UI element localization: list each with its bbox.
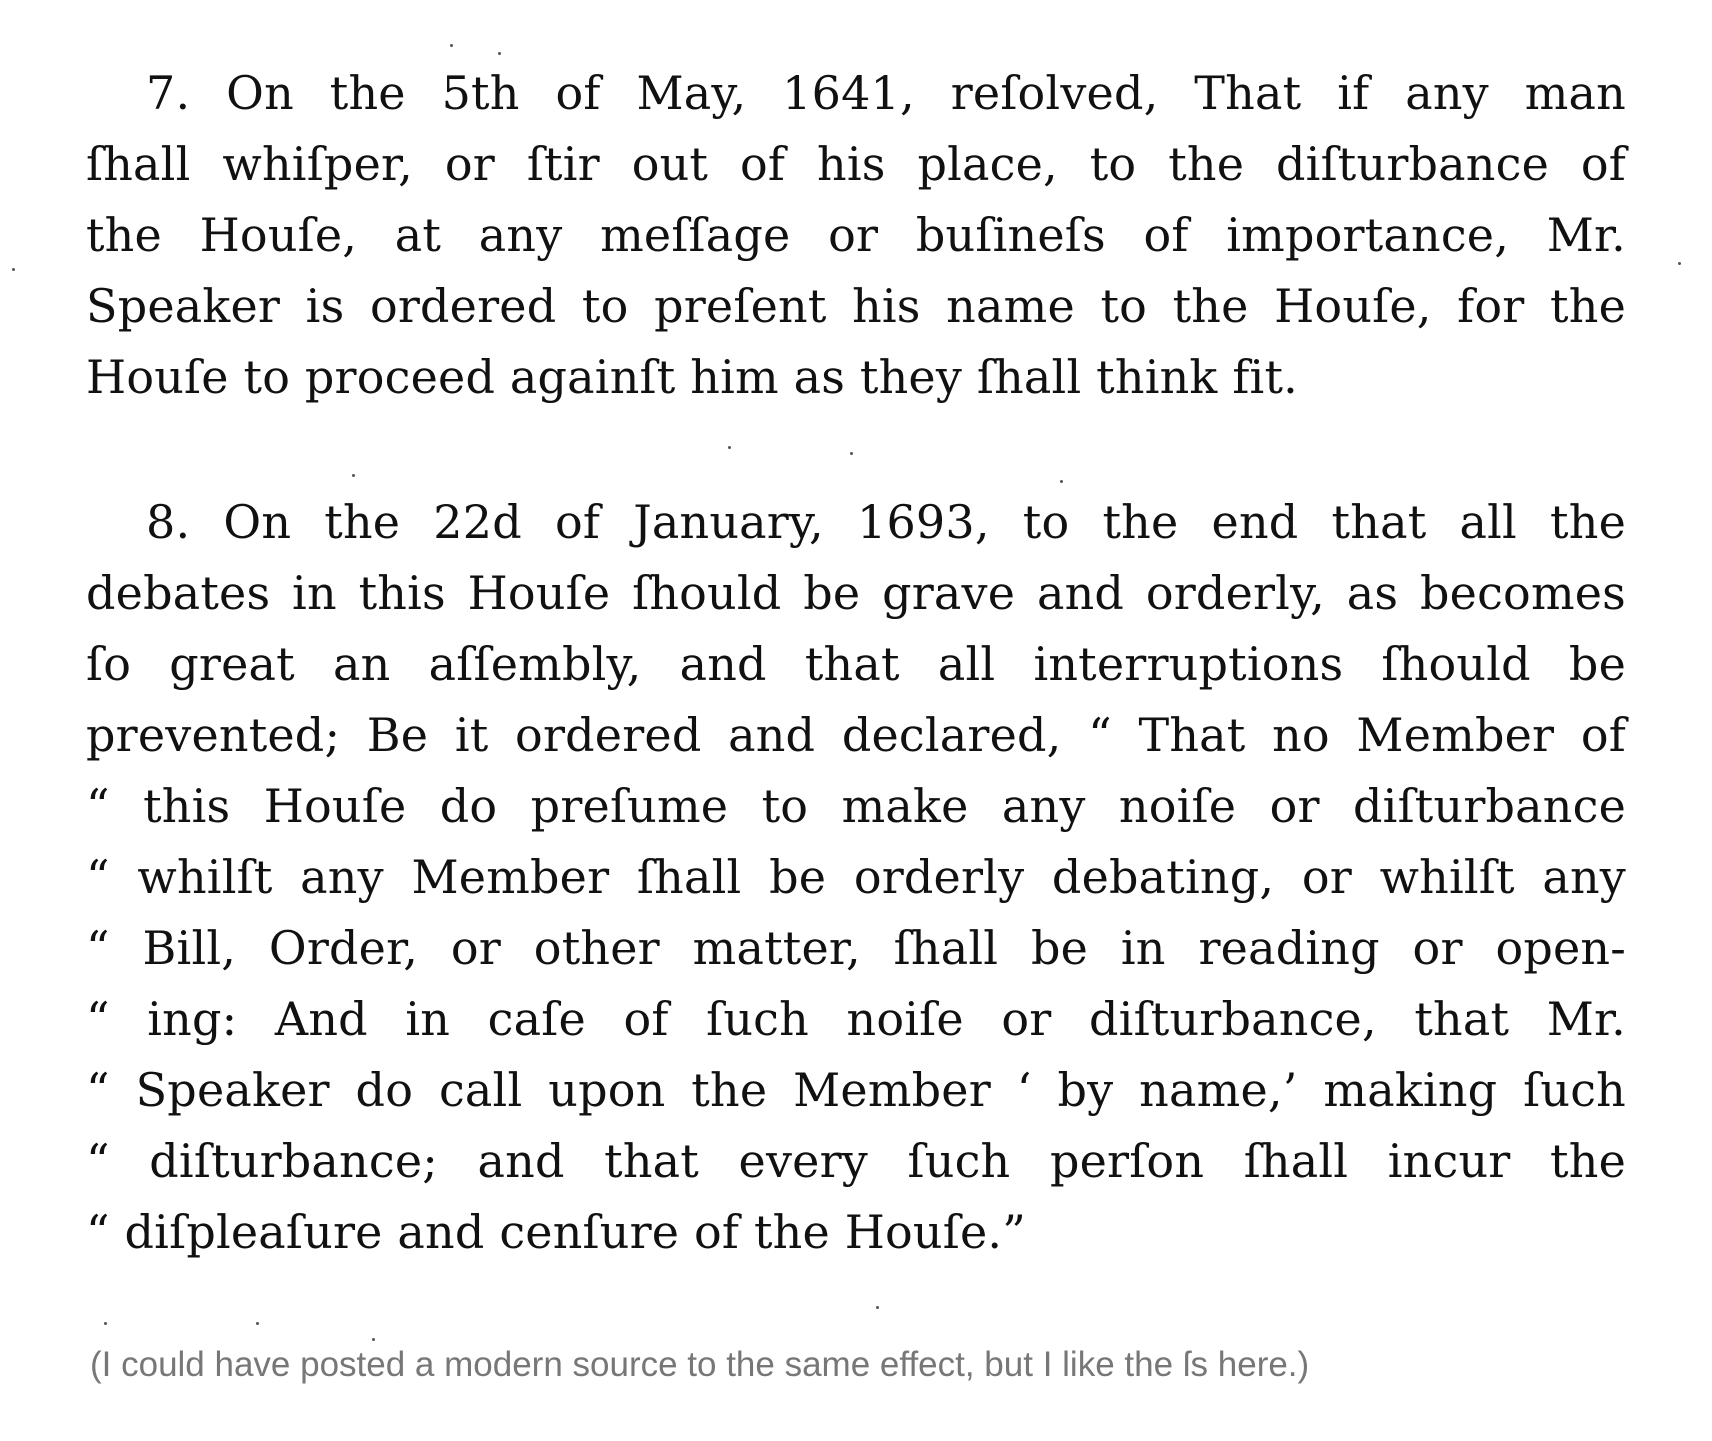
text-line: “ this Houſe do preſume to make any noiſe or diſturbance <box>86 779 1626 833</box>
scan-speck <box>1678 262 1681 265</box>
scan-speck <box>876 1306 879 1309</box>
text-line: “ diſturbance; and that every ſuch perſon ſhall incur the <box>86 1134 1626 1188</box>
paragraph-spacer <box>86 413 1626 487</box>
text-line: Houſe to proceed againſt him as they ſhall think fit. <box>86 350 1298 404</box>
scanned-page-excerpt <box>86 58 1626 1268</box>
text-line: ſo great an aſſembly, and that all interruptions ſhould be <box>86 637 1626 691</box>
text-line: “ Speaker do call upon the Member ‘ by name,’ making ſuch <box>86 1063 1626 1117</box>
caption-note: (I could have posted a modern source to the same effect, but I like the ſs here.) <box>90 1345 1310 1384</box>
text-line: 7. On the 5th of May, 1641, reſolved, That if any man <box>146 66 1626 120</box>
scan-speck <box>352 474 355 477</box>
text-line: debates in this Houſe ſhould be grave and orderly, as becomes <box>86 566 1626 620</box>
text-line: the Houſe, at any meſſage or buſineſs of importance, Mr. <box>86 208 1626 262</box>
scan-speck <box>256 1322 259 1325</box>
scan-speck <box>372 1338 375 1341</box>
scan-speck <box>12 268 15 271</box>
scan-speck <box>498 52 501 55</box>
text-line: “ whilſt any Member ſhall be orderly debating, or whilſt any <box>86 850 1626 904</box>
text-line: “ Bill, Order, or other matter, ſhall be in reading or open- <box>86 921 1626 975</box>
scan-speck <box>104 1322 107 1325</box>
paragraph-8 <box>86 487 1626 1268</box>
scan-speck <box>450 44 453 47</box>
text-line: ſhall whiſper, or ſtir out of his place, to the diſturbance of <box>86 137 1626 191</box>
scan-speck <box>728 446 731 449</box>
text-line: 8. On the 22d of January, 1693, to the end that all the <box>146 495 1626 549</box>
scan-speck <box>1060 480 1063 483</box>
text-line: “ diſpleaſure and cenſure of the Houſe.” <box>86 1205 1026 1259</box>
text-line: “ ing: And in caſe of ſuch noiſe or diſturbance, that Mr. <box>86 992 1626 1046</box>
paragraph-7 <box>86 58 1626 413</box>
text-line: prevented; Be it ordered and declared, “ That no Member of <box>86 708 1626 762</box>
scan-speck <box>850 452 853 455</box>
text-line: Speaker is ordered to preſent his name to the Houſe, for the <box>86 279 1626 333</box>
